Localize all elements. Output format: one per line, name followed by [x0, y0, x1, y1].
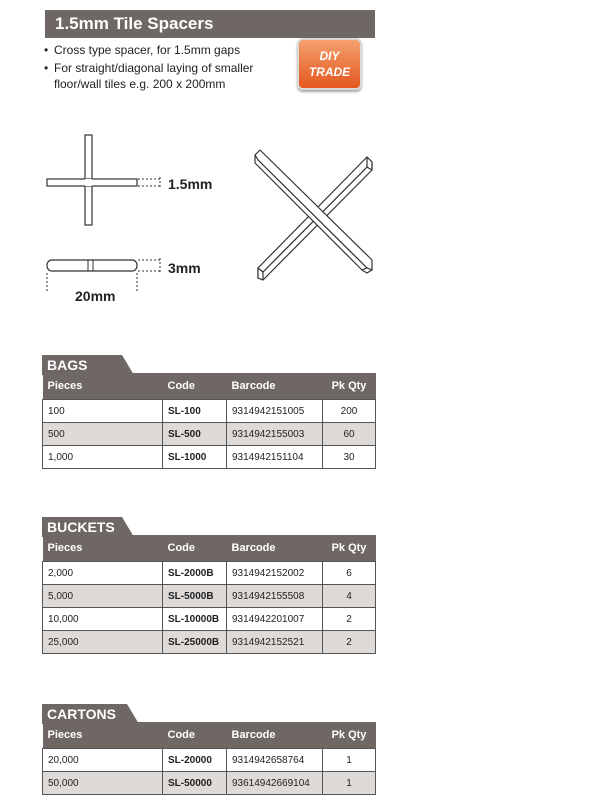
cell-qty: 60	[323, 423, 376, 446]
cell-barcode: 93614942669104	[227, 772, 323, 795]
table-header-row	[43, 373, 376, 400]
badge-line-trade: TRADE	[308, 65, 351, 79]
col-header-qty: Pk Qty	[323, 722, 376, 749]
table-row	[43, 446, 376, 469]
cell-qty: 2	[323, 631, 376, 654]
col-header-barcode: Barcode	[227, 373, 323, 400]
col-header-pieces: Pieces	[43, 722, 163, 749]
feature-text: • Cross type spacer, for 1.5mm gaps	[54, 43, 241, 57]
cell-qty: 200	[323, 400, 376, 423]
col-header-code: Code	[163, 535, 227, 562]
spacer-diagram	[0, 130, 600, 315]
page-title: 1.5mm Tile Spacers	[45, 10, 375, 38]
table-row	[43, 400, 376, 423]
cell-barcode: 9314942155508	[227, 585, 323, 608]
cell-code: SL-100	[163, 400, 227, 423]
cell-barcode: 9314942155003	[227, 423, 323, 446]
cartons-table	[42, 722, 376, 795]
table-header-row	[43, 535, 376, 562]
col-header-qty: Pk Qty	[323, 535, 376, 562]
col-header-barcode: Barcode	[227, 722, 323, 749]
feature-text: • For straight/diagonal laying of smaller floor/wall tiles e.g. 200 x 200mm	[54, 61, 254, 91]
table-row	[43, 631, 376, 654]
table-header-row	[43, 722, 376, 749]
cell-code: SL-20000	[163, 749, 227, 772]
cell-code: SL-50000	[163, 772, 227, 795]
cell-code: SL-1000	[163, 446, 227, 469]
section-tab-cartons: CARTONS	[42, 704, 127, 724]
cell-pieces: 2,000	[43, 562, 163, 585]
cell-qty: 4	[323, 585, 376, 608]
cell-qty: 30	[323, 446, 376, 469]
diy-trade-badge	[297, 38, 362, 90]
col-header-code: Code	[163, 373, 227, 400]
col-header-qty: Pk Qty	[323, 373, 376, 400]
table-row	[43, 749, 376, 772]
cell-barcode: 9314942151104	[227, 446, 323, 469]
table-row	[43, 585, 376, 608]
cell-barcode: 9314942151005	[227, 400, 323, 423]
section-tab-bags: BAGS	[42, 355, 122, 375]
cross-front-view	[47, 135, 137, 225]
cell-pieces: 1,000	[43, 446, 163, 469]
table-row	[43, 423, 376, 446]
cell-qty: 6	[323, 562, 376, 585]
cross-3d-view	[255, 150, 372, 280]
cell-code: SL-25000B	[163, 631, 227, 654]
cell-barcode: 9314942658764	[227, 749, 323, 772]
cell-qty: 2	[323, 608, 376, 631]
section-tab-buckets: BUCKETS	[42, 517, 122, 537]
cell-pieces: 500	[43, 423, 163, 446]
cell-barcode: 9314942152002	[227, 562, 323, 585]
spacer-drawing	[0, 130, 600, 310]
spacer-side-view	[47, 260, 137, 271]
cell-qty: 1	[323, 772, 376, 795]
col-header-pieces: Pieces	[43, 373, 163, 400]
cell-barcode: 9314942152521	[227, 631, 323, 654]
table-row	[43, 772, 376, 795]
cell-pieces: 100	[43, 400, 163, 423]
feature-list	[44, 42, 274, 94]
cell-pieces: 25,000	[43, 631, 163, 654]
col-header-code: Code	[163, 722, 227, 749]
thickness-dimension-label: 3mm	[168, 260, 201, 276]
cell-pieces: 10,000	[43, 608, 163, 631]
cell-code: SL-10000B	[163, 608, 227, 631]
cell-code: SL-2000B	[163, 562, 227, 585]
col-header-pieces: Pieces	[43, 535, 163, 562]
table-row	[43, 608, 376, 631]
cell-code: SL-5000B	[163, 585, 227, 608]
length-dimension-label: 20mm	[75, 288, 116, 304]
feature-item	[44, 60, 274, 92]
cell-pieces: 5,000	[43, 585, 163, 608]
cell-barcode: 9314942201007	[227, 608, 323, 631]
cell-code: SL-500	[163, 423, 227, 446]
cell-qty: 1	[323, 749, 376, 772]
cell-pieces: 20,000	[43, 749, 163, 772]
bags-table	[42, 373, 376, 469]
badge-line-diy: DIY	[319, 49, 340, 63]
feature-item	[44, 42, 274, 58]
cell-pieces: 50,000	[43, 772, 163, 795]
gap-dimension-label: 1.5mm	[168, 176, 213, 192]
col-header-barcode: Barcode	[227, 535, 323, 562]
buckets-table	[42, 535, 376, 654]
table-row	[43, 562, 376, 585]
